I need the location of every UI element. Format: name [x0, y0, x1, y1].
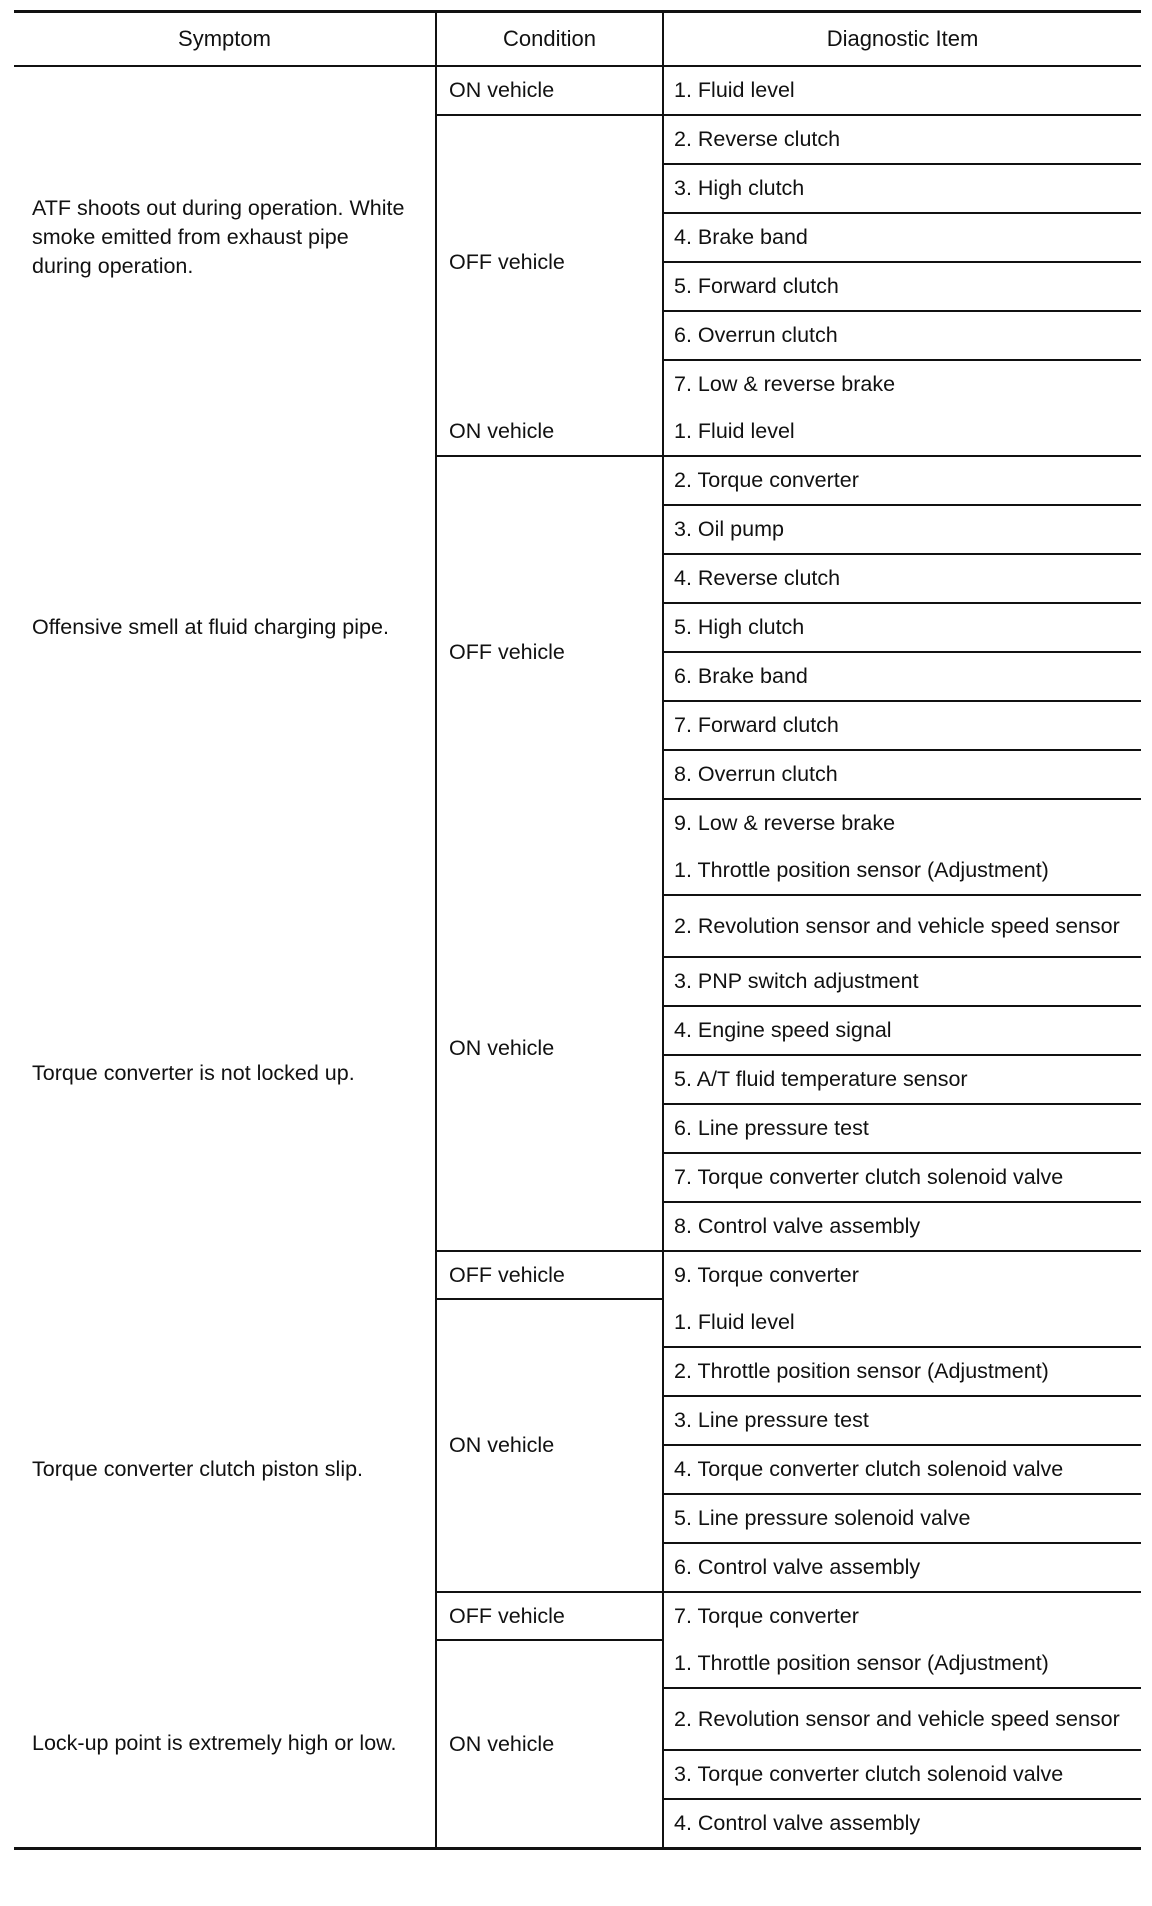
diagnostic-item-cell: 6. Brake band	[663, 652, 1141, 701]
table-row	[14, 408, 1141, 456]
diagnostic-item-cell: 2. Revolution sensor and vehicle speed sensor	[663, 895, 1141, 957]
diagnostic-item-cell: 3. PNP switch adjustment	[663, 957, 1141, 1006]
diagnostic-item-cell: 8. Overrun clutch	[663, 750, 1141, 799]
diagnostic-item-cell: 2. Throttle position sensor (Adjustment)	[663, 1347, 1141, 1396]
condition-cell: ON vehicle	[436, 847, 663, 1251]
condition-cell: ON vehicle	[436, 1640, 663, 1849]
diagnostic-item-cell: 4. Engine speed signal	[663, 1006, 1141, 1055]
header-condition: Condition	[436, 12, 663, 67]
diagnostic-item-cell: 4. Torque converter clutch solenoid valve	[663, 1445, 1141, 1494]
diagnostic-item-cell: 7. Torque converter	[663, 1592, 1141, 1640]
diagnostic-item-cell: 4. Reverse clutch	[663, 554, 1141, 603]
condition-cell: ON vehicle	[436, 408, 663, 456]
table-row	[14, 1640, 1141, 1688]
diagnostic-item-cell: 8. Control valve assembly	[663, 1202, 1141, 1251]
diagnostic-table	[14, 10, 1141, 1850]
diagnostic-item-cell: 5. A/T fluid temperature sensor	[663, 1055, 1141, 1104]
symptom-cell: ATF shoots out during operation. White smoke emitted from exhaust pipe during operation.	[32, 196, 405, 278]
diagnostic-item-cell: 7. Forward clutch	[663, 701, 1141, 750]
condition-cell: OFF vehicle	[436, 1251, 663, 1299]
header-symptom: Symptom	[14, 12, 436, 67]
diagnostic-item-cell: 1. Fluid level	[663, 1299, 1141, 1347]
diagnostic-item-cell: 2. Reverse clutch	[663, 115, 1141, 164]
diagnostic-item-cell: 1. Fluid level	[663, 66, 1141, 115]
diagnostic-item-cell: 9. Torque converter	[663, 1251, 1141, 1299]
diagnostic-item-cell: 9. Low & reverse brake	[663, 799, 1141, 847]
diagnostic-item-cell: 3. Torque converter clutch solenoid valve	[663, 1750, 1141, 1799]
diagnostic-item-cell: 6. Overrun clutch	[663, 311, 1141, 360]
diagnostic-item-cell: 1. Fluid level	[663, 408, 1141, 456]
diagnostic-item-cell: 7. Low & reverse brake	[663, 360, 1141, 408]
table-body	[14, 66, 1141, 1849]
table-row	[14, 1299, 1141, 1347]
diagnostic-item-cell: 5. Forward clutch	[663, 262, 1141, 311]
table-row	[14, 66, 1141, 115]
diagnostic-item-cell: 2. Revolution sensor and vehicle speed sensor	[663, 1688, 1141, 1750]
condition-cell: OFF vehicle	[436, 456, 663, 847]
table-header	[14, 12, 1141, 67]
diagnostic-item-cell: 6. Control valve assembly	[663, 1543, 1141, 1592]
diagnostic-item-cell: 5. High clutch	[663, 603, 1141, 652]
diagnostic-item-cell: 3. High clutch	[663, 164, 1141, 213]
symptom-cell: Lock-up point is extremely high or low.	[32, 1731, 397, 1755]
diagnostic-item-cell: 3. Oil pump	[663, 505, 1141, 554]
symptom-cell: Torque converter is not locked up.	[32, 1060, 355, 1085]
symptom-cell: Offensive smell at fluid charging pipe.	[32, 615, 389, 639]
header-diagnostic-item: Diagnostic Item	[663, 12, 1141, 67]
diagnostic-item-cell: 4. Brake band	[663, 213, 1141, 262]
condition-cell: OFF vehicle	[436, 1592, 663, 1640]
condition-cell: ON vehicle	[436, 66, 663, 115]
diagnostic-item-cell: 3. Line pressure test	[663, 1396, 1141, 1445]
diagnostic-item-cell: 4. Control valve assembly	[663, 1799, 1141, 1849]
diagnostic-item-cell: 6. Line pressure test	[663, 1104, 1141, 1153]
diagnostic-item-cell: 2. Torque converter	[663, 456, 1141, 505]
table-row	[14, 847, 1141, 895]
symptom-cell: Torque converter clutch piston slip.	[32, 1457, 364, 1481]
condition-cell: ON vehicle	[436, 1299, 663, 1592]
diagnostic-item-cell: 1. Throttle position sensor (Adjustment)	[663, 1640, 1141, 1688]
header-row	[14, 12, 1141, 67]
condition-cell: OFF vehicle	[436, 115, 663, 408]
diagnostic-item-cell: 1. Throttle position sensor (Adjustment)	[663, 847, 1141, 895]
diagnostic-item-cell: 7. Torque converter clutch solenoid valve	[663, 1153, 1141, 1202]
diagnostic-item-cell: 5. Line pressure solenoid valve	[663, 1494, 1141, 1543]
